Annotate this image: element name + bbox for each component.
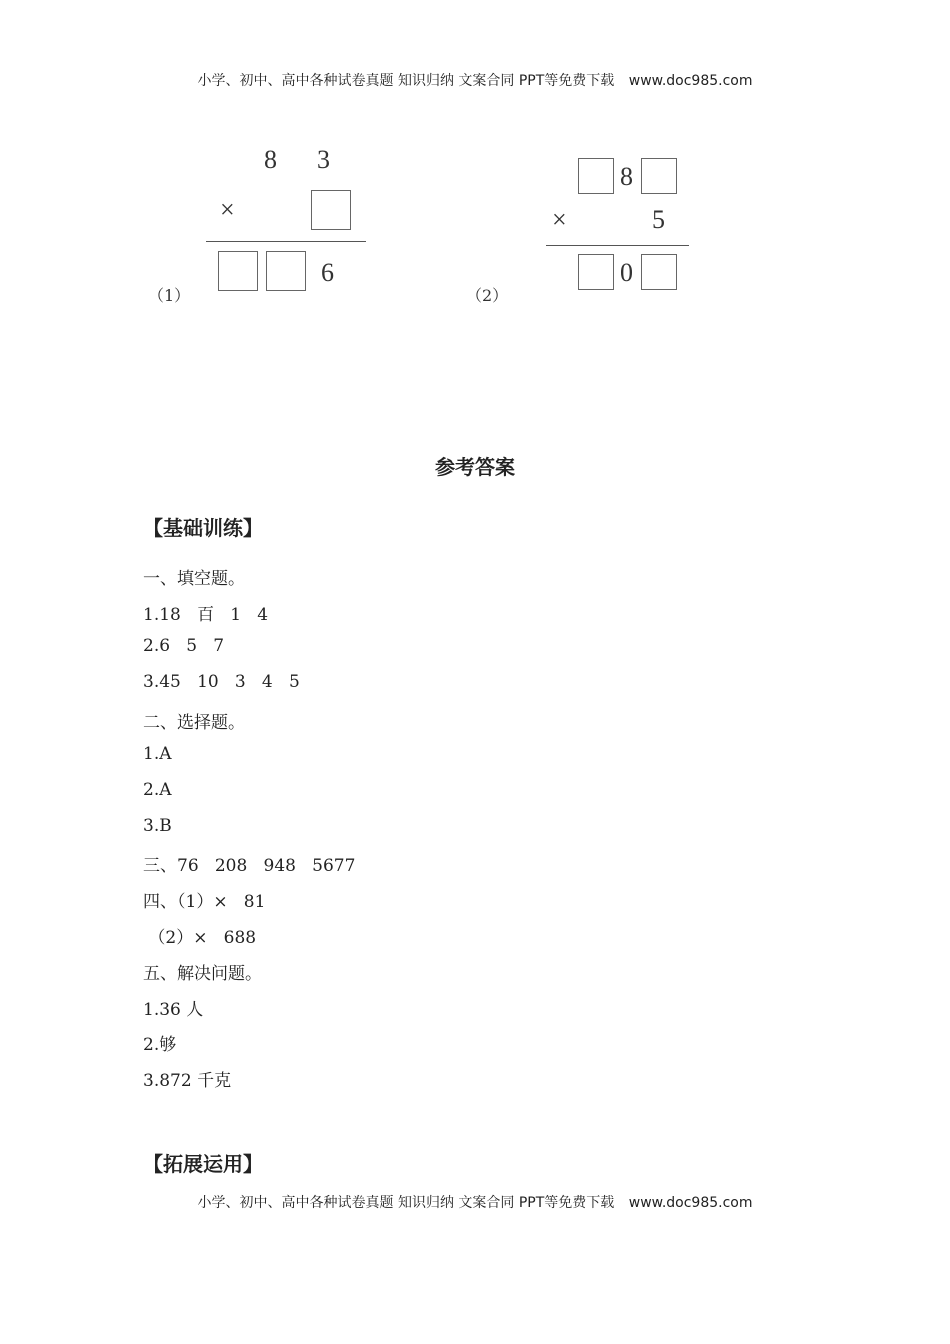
problem-1-result-digit: 6 (321, 258, 334, 287)
header-url: www.doc985.com (628, 73, 753, 89)
problem-2-line (546, 245, 689, 246)
answer-line: 3.B (143, 816, 172, 836)
answer-line: 1.A (143, 744, 172, 764)
problem-2-label: （2） (466, 286, 509, 305)
problem-2-result-zero: 0 (620, 258, 633, 287)
footer-url: www.doc985.com (628, 1195, 753, 1211)
problem-1-blank-hundreds[interactable] (218, 251, 258, 291)
answer-line: 四、（1）× 81 (143, 892, 266, 912)
problem-2-multiplier: 5 (652, 205, 665, 234)
answer-line: 1.36 人 (143, 1000, 204, 1020)
problem-1-digit-8: 8 (264, 145, 277, 174)
page-header (0, 70, 950, 90)
problem-2-blank-result-ones[interactable] (641, 254, 677, 290)
answer-line: 五、解决问题。 (143, 964, 262, 984)
answer-line: 2.够 (143, 1035, 177, 1055)
problem-2-blank-result-thousands[interactable] (578, 254, 614, 290)
section-basic-training: 【基础训练】 (143, 516, 263, 540)
answer-line: 一、填空题。 (143, 569, 245, 589)
problem-2-digit-8: 8 (620, 162, 633, 191)
problem-1-blank-multiplier[interactable] (311, 190, 351, 230)
header-text: 小学、初中、高中各种试卷真题 知识归纳 文案合同 PPT等免费下载 (197, 73, 615, 89)
page-footer (0, 1192, 950, 1212)
answer-line: 3.872 千克 (143, 1071, 232, 1091)
answer-line: 三、76 208 948 5677 (143, 856, 356, 876)
problem-1-label: （1） (148, 286, 191, 305)
answer-line: 二、选择题。 (143, 713, 245, 733)
section-extension: 【拓展运用】 (143, 1152, 263, 1176)
answer-title: 参考答案 (435, 455, 515, 479)
answer-line: 1.18 百 1 4 (143, 605, 269, 625)
answer-line: （2）× 688 (143, 928, 257, 948)
answer-line: 2.6 5 7 (143, 636, 225, 656)
answer-line: 2.A (143, 780, 172, 800)
problem-2-blank-ones[interactable] (641, 158, 677, 194)
problem-1-times-sign: × (220, 195, 235, 224)
problem-2-times-sign: × (552, 205, 567, 234)
problem-1-line (206, 241, 366, 242)
problem-1-digit-3: 3 (317, 145, 330, 174)
answer-line: 3.45 10 3 4 5 (143, 672, 300, 692)
footer-text: 小学、初中、高中各种试卷真题 知识归纳 文案合同 PPT等免费下载 (197, 1195, 615, 1211)
problem-1-blank-tens[interactable] (266, 251, 306, 291)
problem-2-blank-hundreds[interactable] (578, 158, 614, 194)
